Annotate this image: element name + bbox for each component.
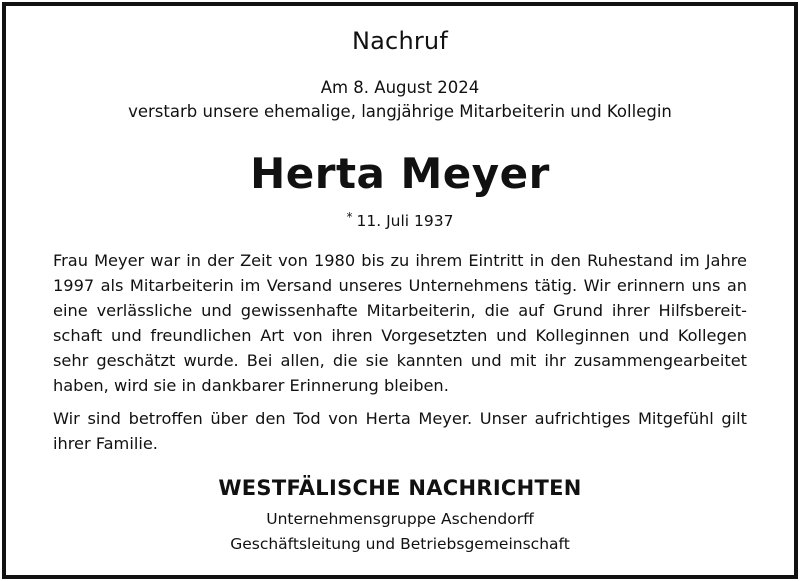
deceased-name: Herta Meyer: [250, 149, 550, 198]
intro-line: verstarb unsere ehemalige, langjährige Mitarbeiterin und Kollegin: [128, 102, 672, 121]
body-paragraph-1: Frau Meyer war in der Zeit von 1980 bis zu ihrem Eintritt in den Ruhestand im Jahre 1997 als Mitarbeiterin im Versand unseres Unternehmens tätig. Wir erinnern uns an eine verlässliche und gewissenhafte Mitarbeiterin, die auf Grund ihrer Hilfsbereitschaft und freundlichen Art von ihren Vorgesetzten und Kolleginnen und Kollegen sehr geschätzt wurde. Bei allen, die sie kannten und mit ihr zusammengearbeitet haben, wird sie in dankbarer Erinnerung bleiben.: [53, 251, 747, 395]
obituary-heading: Nachruf: [352, 27, 448, 55]
management-signature: Geschäftsleitung und Betriebsgemeinschaft: [230, 535, 570, 553]
birth-star-symbol: *: [346, 210, 353, 224]
company-group: Unternehmensgruppe Aschendorff: [266, 510, 534, 528]
birth-date: 11. Juli 1937: [356, 212, 454, 230]
body-paragraph-2: Wir sind betroffen über den Tod von Herta Meyer. Unser aufrichtiges Mitgefühl gilt ihrer Familie.: [53, 409, 747, 453]
death-date-line: Am 8. August 2024: [320, 78, 480, 97]
organization-name: WESTFÄLISCHE NACHRICHTEN: [218, 476, 582, 500]
birth-info: [0, 207, 800, 231]
